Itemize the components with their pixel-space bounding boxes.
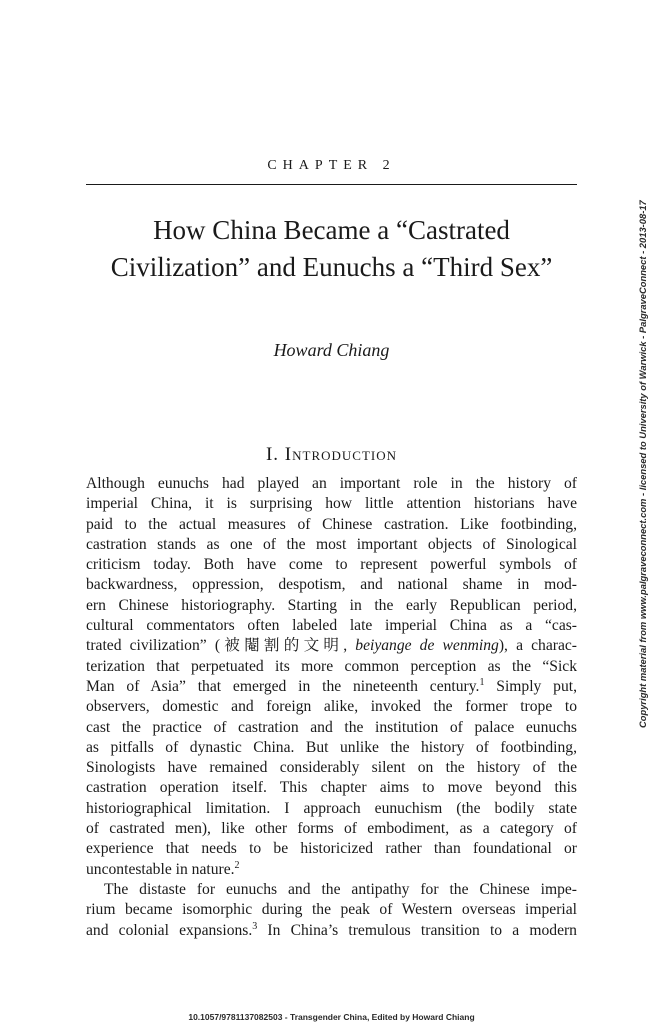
body-line: imperial China, it is surprising how little attention historians have bbox=[86, 495, 577, 513]
body-line bbox=[86, 636, 577, 656]
body-line: experience that needs to be historicized rather than foundational or bbox=[86, 840, 577, 858]
title-line: Civilization” and Eunuchs a “Third Sex” bbox=[110, 252, 553, 282]
copyright-text: Copyright material from www.palgraveconnect.com - licensed to University of Warwick - PalgraveConnect - 2013-08-17 bbox=[637, 200, 648, 728]
copyright-side-note bbox=[636, 200, 652, 728]
body-line: ern Chinese historiography. Starting in the early Republican period, bbox=[86, 596, 577, 614]
footnote-ref-3: 3 bbox=[252, 920, 258, 932]
body-line: observers, domestic and foreign alike, invoked the former trope to bbox=[86, 698, 577, 716]
romanization-italic: beiyange de wenming bbox=[355, 637, 499, 655]
body-line bbox=[86, 677, 577, 697]
body-line: Although eunuchs had played an important role in the history of bbox=[86, 475, 577, 492]
body-line: castration stands as one of the most important objects of Sinological bbox=[86, 535, 577, 553]
footnote-ref-1: 1 bbox=[479, 676, 485, 688]
body-line: historiographical limitation. I approach eunuchism (the bodily state bbox=[86, 799, 577, 817]
body-fragment: and colonial expansions. bbox=[86, 921, 253, 939]
body-line bbox=[86, 921, 577, 941]
body-fragment: In China’s tremulous transition to a modern bbox=[257, 921, 577, 939]
body-line bbox=[86, 860, 577, 880]
body-line: of castrated men), like other forms of embodiment, as a category of bbox=[86, 820, 577, 838]
body-line: cultural commentators often labeled late imperial China as a “cas- bbox=[86, 617, 577, 635]
body-line: paid to the actual measures of Chinese castration. Like footbinding, bbox=[86, 515, 577, 533]
author-name: Howard Chiang bbox=[273, 340, 390, 360]
body-line: cast the practice of castration and the institution of palace eunuchs bbox=[86, 718, 577, 736]
body-line: terization that perpetuated its more common perception as the “Sick bbox=[86, 657, 577, 675]
footnote-ref-2: 2 bbox=[234, 859, 240, 871]
body-fragment: uncontestable in nature. bbox=[86, 860, 235, 878]
body-text bbox=[86, 474, 577, 941]
title-line: How China Became a “Castrated bbox=[153, 215, 510, 245]
body-line: The distaste for eunuchs and the antipathy for the Chinese impe- bbox=[104, 880, 577, 898]
body-line: castration operation itself. This chapter aims to move beyond this bbox=[86, 779, 577, 797]
chapter-rule bbox=[86, 184, 577, 185]
body-fragment: ), a charac- bbox=[498, 637, 577, 655]
body-fragment: Man of Asia” that emerged in the nineteenth century. bbox=[86, 677, 480, 695]
chapter-label: CHAPTER 2 bbox=[267, 158, 396, 173]
body-line: backwardness, oppression, despotism, and national shame in mod- bbox=[86, 576, 577, 594]
body-fragment: trated civilization” (被閹割的文明, bbox=[86, 637, 356, 655]
chapter-title bbox=[86, 212, 577, 286]
body-line: rium became isomorphic during the peak of Western overseas imperial bbox=[86, 901, 577, 919]
body-line: criticism today. Both have come to represent powerful symbols of bbox=[86, 556, 577, 574]
section-heading: I. Introduction bbox=[265, 444, 398, 465]
body-line: as pitfalls of dynastic China. But unlike the history of footbinding, bbox=[86, 738, 577, 756]
body-fragment: Simply put, bbox=[484, 677, 577, 695]
doi-footer: 10.1057/9781137082503 - Transgender China, Edited by Howard Chiang bbox=[188, 1012, 475, 1022]
body-line: Sinologists have remained considerably silent on the history of the bbox=[86, 759, 577, 777]
